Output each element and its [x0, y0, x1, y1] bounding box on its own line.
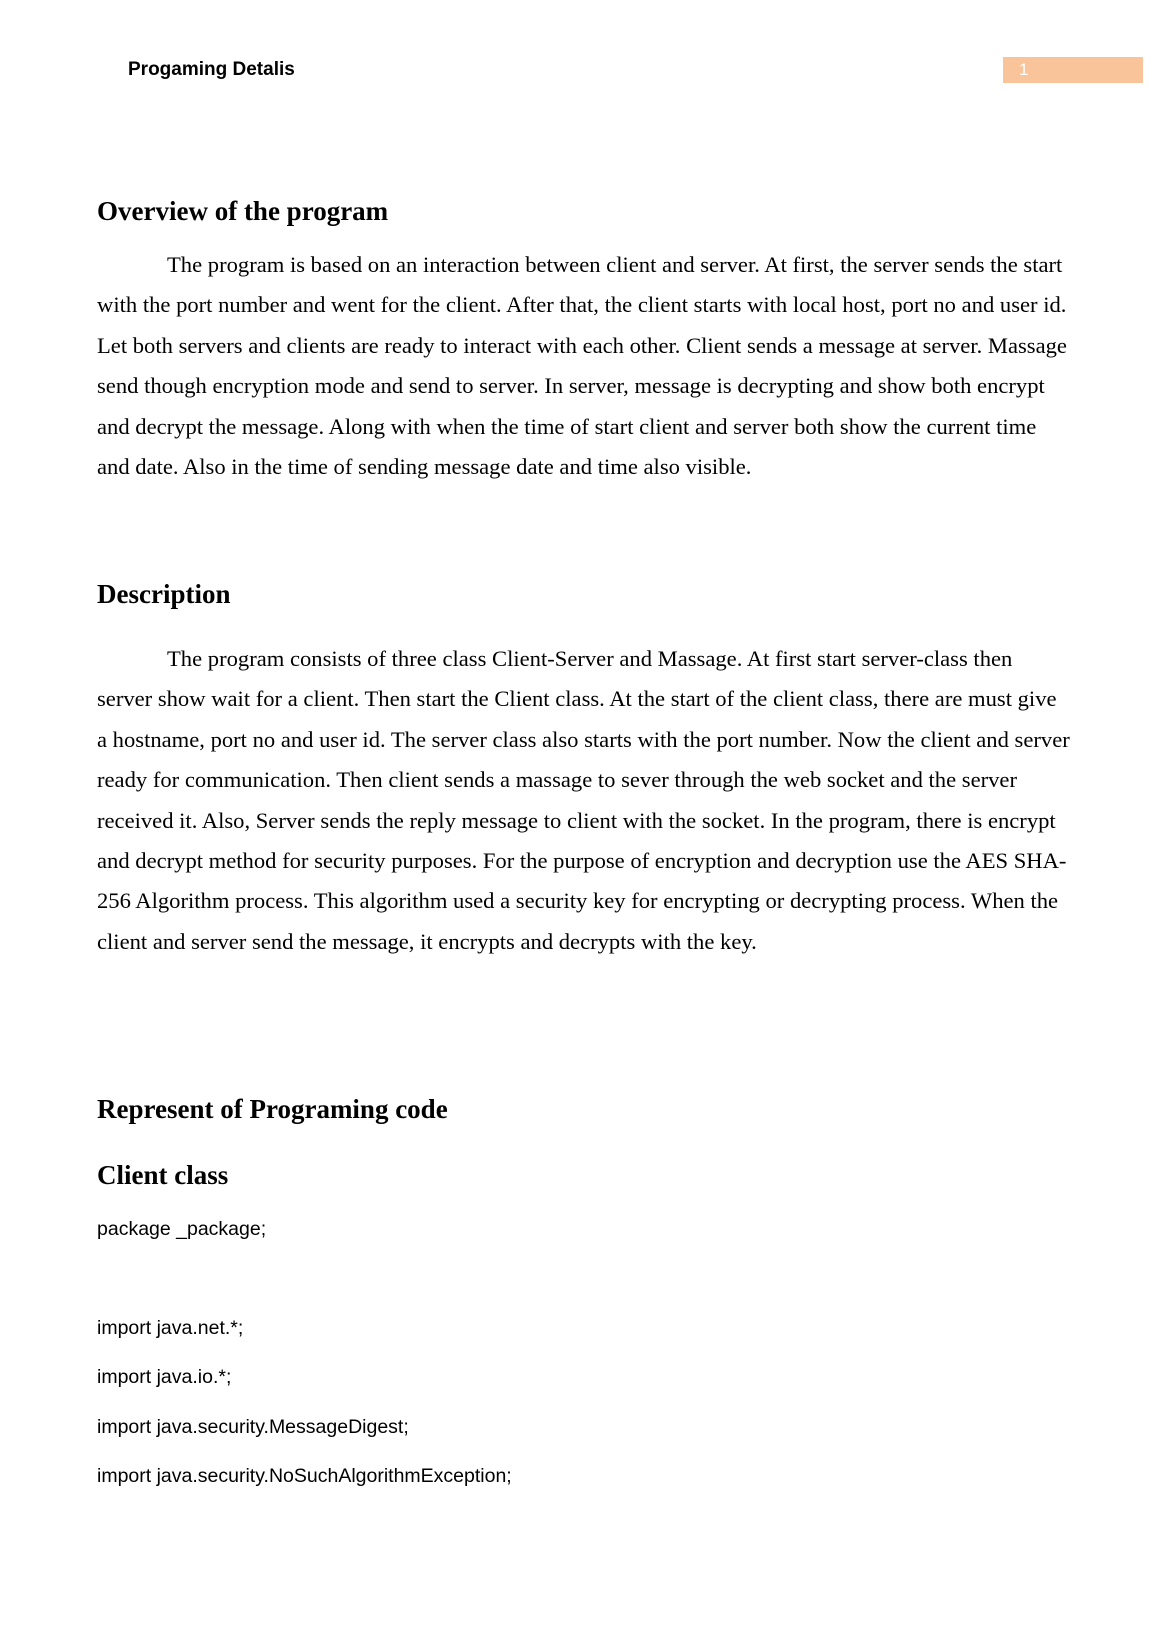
code-line: package _package;	[97, 1218, 267, 1240]
page-number-badge: 1	[1003, 57, 1143, 83]
code-section-heading: Represent of Programing code	[97, 1094, 448, 1124]
description-heading: Description	[97, 579, 231, 609]
code-line: import java.io.*;	[97, 1366, 232, 1388]
overview-paragraph: The program is based on an interaction between client and server. At first, the server sends the start with the port number and went for the client. After that, the client starts with local host, port no and user id. Let both servers and clients are ready to interact with each other. Client sends a message at server. Massage send though encryption mode and send to server. In server, message is decrypting and show both encrypt and decrypt the message. Along with when the time of start client and server both show the current time and date. Also in the time of sending message date and time also visible.	[97, 252, 1067, 480]
code-line: import java.net.*;	[97, 1317, 244, 1339]
overview-heading: Overview of the program	[97, 196, 389, 226]
code-line: import java.security.MessageDigest;	[97, 1416, 409, 1438]
client-class-heading: Client class	[97, 1160, 229, 1190]
running-header-title: Progaming Detalis	[128, 59, 295, 80]
code-line: import java.security.NoSuchAlgorithmException;	[97, 1465, 512, 1487]
description-paragraph: The program consists of three class Client-Server and Massage. At first start server-class then server show wait for a client. Then start the Client class. At the start of the client class, there are must give a hostname, port no and user id. The server class also starts with the port number. Now the client and server ready for communication. Then client sends a massage to sever through the web socket and the server received it. Also, Server sends the reply message to client with the socket. In the program, there is encrypt and decrypt method for security purposes. For the purpose of encryption and decryption use the AES SHA-256 Algorithm process. This algorithm used a security key for encrypting or decrypting process. When the client and server send the message, it encrypts and decrypts with the key.	[97, 646, 1070, 954]
